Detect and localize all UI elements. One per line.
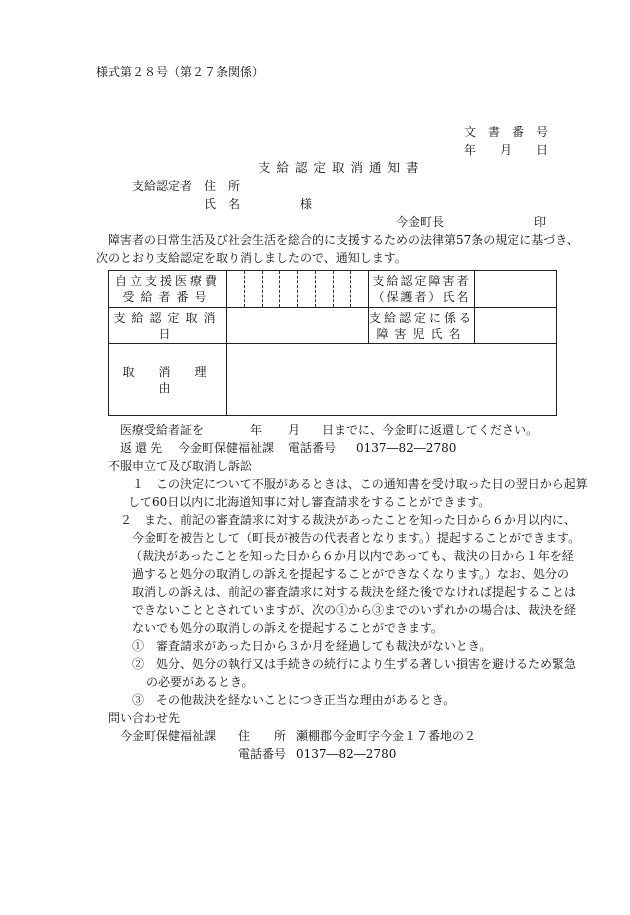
beneficiary-label-cell — [369, 271, 475, 308]
recipient-label: 支給認定者 — [132, 179, 193, 193]
intro-line-1: 障害者の日常生活及び社会生活を総合的に支援するための法律第57条の規定に基づき、 — [108, 233, 579, 247]
return-notice-prefix: 医療受給者証を — [120, 423, 205, 437]
digit-boxes — [227, 271, 368, 307]
contact-phone-label: 電話番号 — [238, 747, 287, 761]
contact-phone-value: 0137―82―2780 — [296, 747, 397, 761]
recipient-number-input-cell[interactable] — [227, 271, 369, 308]
recipient-honorific: 様 — [300, 197, 313, 211]
issuer-name: 今金町長 — [396, 215, 445, 229]
appeal-item2-line4: 過すると処分の取消しの訴えを提起することができなくなります。）なお、処分の — [132, 567, 570, 581]
row2-right-label-b: 障害児氏名 — [376, 326, 467, 341]
return-notice-suffix: 日までに、今金町に返還してください。 — [322, 423, 539, 437]
row3-label: 取 消 理 由 — [122, 364, 231, 395]
return-phone-label: 電話番号 — [288, 441, 337, 455]
recipient-number-label-cell — [109, 271, 227, 308]
appeal-item2-line6: できないこととされていますが、次の①から③までのいずれかの場合は、裁決を経 — [132, 603, 577, 617]
contact-address-value: 瀬棚郡今金町字今金１７番地の２ — [296, 729, 477, 743]
row2-right-label-a: 支給認定に係る — [369, 310, 475, 325]
date-label: 年 月 日 — [464, 143, 549, 157]
appeal-item2-line5: 取消しの訴えは、前記の審査請求に対する裁決を経た後でなければ提起することは — [132, 585, 577, 599]
form-number: 様式第２８号（第２７条関係） — [96, 65, 265, 79]
cancel-reason-label-cell — [109, 344, 231, 416]
return-to-value: 今金町保健福祉課 — [178, 441, 275, 455]
appeal-sub1: ① 審査請求があった日から３か月を経過しても裁決がないとき。 — [132, 639, 492, 653]
appeal-item1-line2: して60日以内に北海道知事に対し審査請求をすることができます。 — [128, 495, 491, 509]
notice-table — [108, 270, 557, 416]
row1-right-label-b: （保護者）氏名 — [372, 290, 471, 304]
beneficiary-name-cell[interactable] — [475, 271, 557, 308]
appeal-item2-line3: （裁決があったことを知った日から６か月以内であっても、裁決の日から１年を経 — [130, 549, 574, 563]
appeal-heading: 不服申立て及び取消し訴訟 — [108, 459, 253, 473]
document-number-label: 文 書 番 号 — [464, 125, 549, 139]
contact-heading: 問い合わせ先 — [108, 711, 181, 725]
appeal-item1-line1: １ この決定について不服があるときは、この通知書を受け取った日の翌日から起算 — [132, 477, 588, 491]
appeal-sub2-line2: の必要があるとき。 — [146, 675, 254, 689]
appeal-sub3: ③ その他裁決を経ないことにつき正当な理由があるとき。 — [132, 693, 456, 707]
return-notice-year: 年 — [250, 423, 263, 437]
cancel-date-cell[interactable] — [227, 308, 369, 344]
cancel-date-label-cell — [109, 308, 227, 344]
issuer-seal: 印 — [534, 215, 547, 229]
row1-label-b: 受給者番号 — [122, 290, 213, 304]
row2-label: 支給認定取消日 — [113, 310, 222, 341]
intro-line-2: 次のとおり支給認定を取り消しましたので、通知します。 — [96, 251, 407, 265]
page-title: 支給認定取消通知書 — [258, 160, 425, 175]
recipient-name-label: 氏 名 — [204, 197, 241, 211]
recipient-address-label: 住 所 — [204, 179, 241, 193]
contact-department: 今金町保健福祉課 — [120, 729, 217, 743]
row1-label-a: 自立支援医療費 — [114, 274, 220, 288]
child-name-cell[interactable] — [475, 308, 557, 344]
cancel-reason-cell[interactable] — [227, 344, 557, 416]
appeal-item2-line2: 今金町を被告として（町長が被告の代表者となります。）提起することができます。 — [132, 531, 581, 545]
contact-address-label: 住 所 — [238, 729, 287, 743]
appeal-sub2-line1: ② 処分、処分の執行又は手続きの続行により生ずる著しい損害を避けるため緊急 — [132, 657, 577, 671]
return-phone-value: 0137―82―2780 — [356, 441, 457, 455]
appeal-item2-line7: ないでも処分の取消しの訴えを提起することができます。 — [132, 621, 444, 635]
return-to-label: 返還先 — [120, 441, 166, 455]
row1-right-label-a: 支給認定障害者 — [372, 274, 471, 288]
return-notice-month: 月 — [288, 423, 301, 437]
child-label-cell — [369, 308, 475, 344]
appeal-item2-line1: ２ また、前記の審査請求に対する裁決があったことを知った日から６か月以内に、 — [120, 513, 576, 527]
